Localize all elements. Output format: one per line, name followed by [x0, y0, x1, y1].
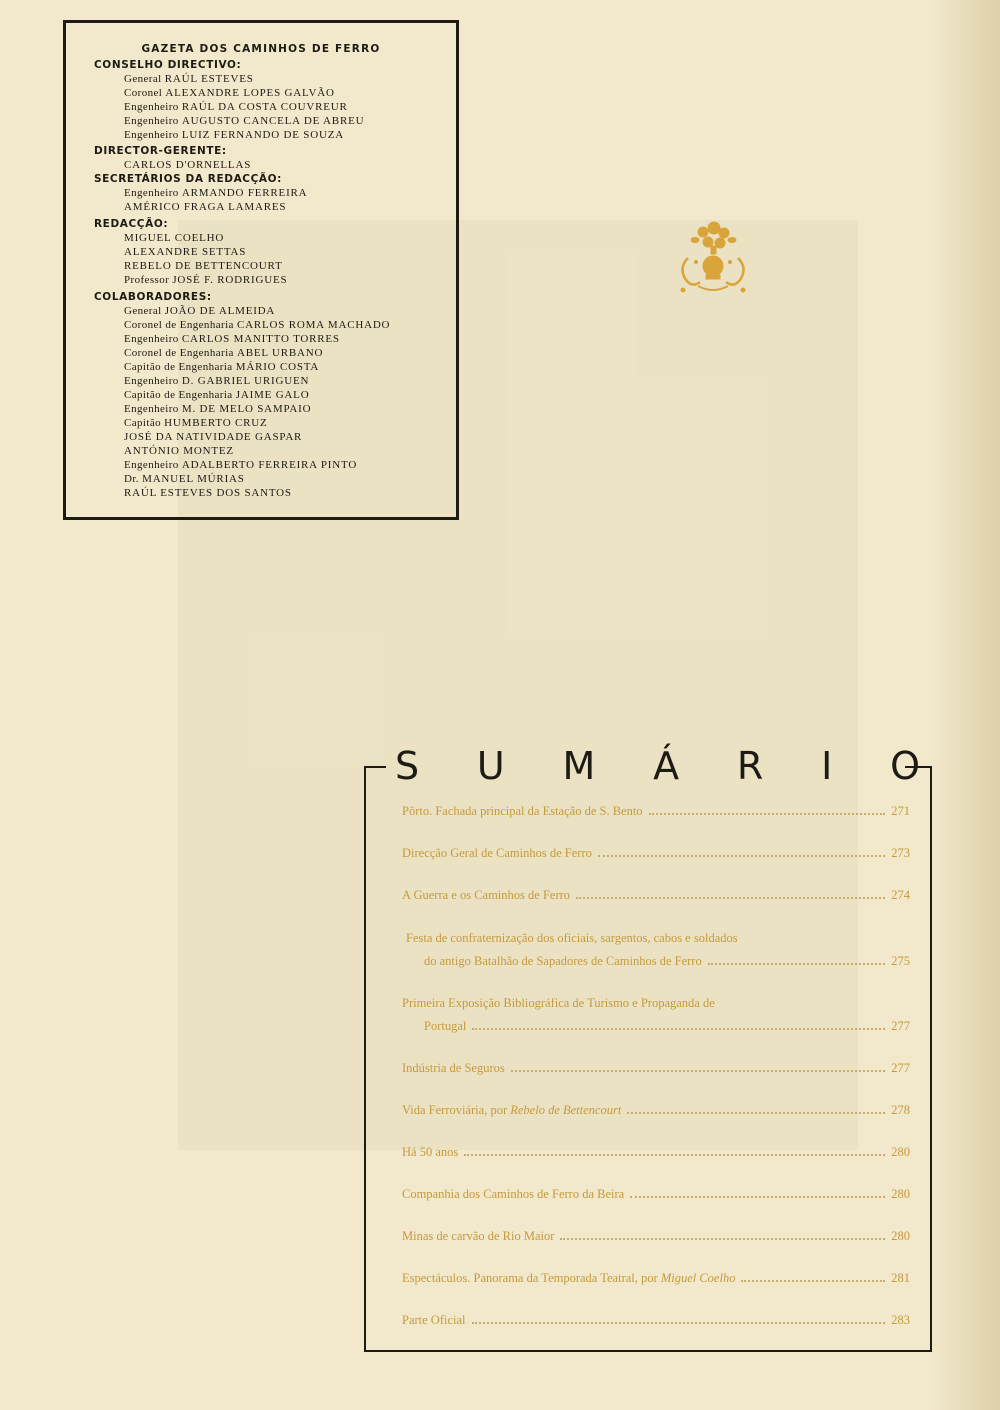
staff-line: [124, 129, 344, 141]
toc-entry-page: 277: [891, 1019, 910, 1033]
staff-name: JOÃO DE ALMEIDA: [164, 305, 276, 317]
toc-entry-page: 275: [891, 954, 910, 968]
section-heading-conselho: CONSELHO DIRECTIVO:: [94, 59, 242, 71]
staff-name: MIGUEL COELHO: [124, 232, 225, 244]
staff-name: ALEXANDRE SETTAS: [124, 246, 247, 258]
toc-entry-page: 274: [891, 888, 910, 902]
toc-entry-page: 278: [891, 1103, 910, 1117]
toc-entry-title: Pôrto. Fachada principal da Estação de S. Bento: [402, 804, 643, 818]
toc-entry-author: Miguel Coelho: [660, 1271, 736, 1285]
staff-role: Professor: [124, 274, 170, 286]
staff-name: ANTÓNIO MONTEZ: [124, 445, 234, 457]
staff-line: [124, 487, 292, 499]
toc-entry-page: 271: [891, 804, 910, 818]
masthead-title: GAZETA DOS CAMINHOS DE FERRO: [141, 43, 381, 55]
staff-name: RAÚL DA COSTA COUVREUR: [181, 101, 348, 113]
staff-name: RAÚL ESTEVES DOS SANTOS: [124, 487, 292, 499]
staff-name: AMÉRICO FRAGA LAMARES: [124, 201, 287, 213]
staff-name: CARLOS D'ORNELLAS: [124, 159, 252, 171]
staff-line: [124, 246, 246, 258]
staff-line: [124, 319, 390, 331]
section-heading-redaccao: REDACÇÃO:: [94, 218, 169, 230]
toc-entry: [402, 1103, 910, 1118]
staff-name: JAIME GALO: [235, 389, 310, 401]
staff-line: [124, 431, 302, 443]
toc-entry-title: Primeira Exposição Bibliográfica de Turismo e Propaganda de: [402, 996, 715, 1010]
staff-name: ABEL URBANO: [236, 347, 324, 359]
staff-line: [124, 87, 335, 99]
summary-title-letter: M: [562, 744, 596, 788]
staff-line: [124, 232, 224, 244]
staff-line: [124, 375, 309, 387]
summary-title: [395, 744, 920, 788]
staff-line: [124, 333, 340, 345]
staff-role: Coronel de Engenharia: [124, 319, 234, 331]
staff-name: ALEXANDRE LOPES GALVÃO: [165, 87, 335, 99]
staff-line: [124, 403, 311, 415]
toc-entry-page: 273: [891, 846, 910, 860]
summary-title-letter: Á: [653, 744, 680, 788]
staff-name: ARMANDO FERREIRA: [181, 187, 308, 199]
staff-line: [124, 473, 245, 485]
summary-title-letter: O: [890, 744, 920, 788]
toc-entry-title: Minas de carvão de Rio Maior: [402, 1229, 555, 1243]
summary-title-letter: U: [476, 744, 505, 788]
toc-entry-author: Rebelo de Bettencourt: [510, 1103, 622, 1117]
staff-line: [124, 361, 319, 373]
staff-name: D. GABRIEL URIGUEN: [181, 375, 310, 387]
staff-line: [124, 260, 283, 272]
staff-role: Engenheiro: [124, 459, 179, 471]
toc-entry: [402, 996, 910, 1034]
toc-entry: [402, 1229, 910, 1244]
staff-line: [124, 347, 323, 359]
toc-entry: [402, 1313, 910, 1328]
staff-name: HUMBERTO CRUZ: [164, 417, 268, 429]
staff-line: [124, 445, 234, 457]
toc-entry: [402, 1061, 910, 1076]
staff-name: AUGUSTO CANCELA DE ABREU: [181, 115, 365, 127]
toc-entry: [402, 846, 910, 861]
staff-role: Coronel: [124, 87, 163, 99]
toc-entry: [402, 804, 910, 819]
summary-title-letter: S: [395, 744, 420, 788]
toc-entry: [402, 1271, 910, 1286]
staff-role: Dr.: [124, 473, 139, 485]
staff-name: CARLOS ROMA MACHADO: [236, 319, 391, 331]
toc-entry-title: Festa de confraternização dos oficiais, sargentos, cabos e soldados: [406, 931, 738, 945]
summary-title-letter: I: [821, 744, 833, 788]
staff-role: Engenheiro: [124, 101, 179, 113]
toc-entry-title: A Guerra e os Caminhos de Ferro: [402, 888, 571, 902]
staff-role: Capitão de Engenharia: [124, 361, 233, 373]
staff-role: Coronel de Engenharia: [124, 347, 234, 359]
toc-entry-title: Companhia dos Caminhos de Ferro da Beira: [402, 1187, 625, 1201]
staff-name: MÁRIO COSTA: [235, 361, 320, 373]
staff-role: General: [124, 305, 162, 317]
section-heading-director: DIRECTOR-GERENTE:: [94, 145, 227, 157]
staff-line: [124, 187, 307, 199]
staff-line: [124, 274, 287, 286]
floral-vase-emblem-icon: [668, 218, 758, 303]
staff-role: Engenheiro: [124, 333, 179, 345]
toc-entry-page: 283: [891, 1313, 910, 1327]
staff-role: Engenheiro: [124, 403, 179, 415]
masthead-box: [63, 20, 459, 520]
toc-entry-title-continued: do antigo Batalhão de Sapadores de Caminhos de Ferro: [424, 954, 702, 968]
staff-line: [124, 201, 286, 213]
toc-entry-title: Parte Oficial: [402, 1313, 466, 1327]
staff-role: Engenheiro: [124, 187, 179, 199]
toc-entry-title: Há 50 anos: [402, 1145, 459, 1159]
section-heading-colaboradores: COLABORADORES:: [94, 291, 212, 303]
toc-entry: [402, 1187, 910, 1202]
staff-role: Capitão de Engenharia: [124, 389, 233, 401]
staff-line: [124, 115, 364, 127]
staff-name: M. DE MELO SAMPAIO: [181, 403, 312, 415]
section-heading-secretarios: SECRETÁRIOS DA REDACÇÃO:: [94, 173, 282, 185]
toc-entry-title: Vida Ferroviária, por: [402, 1103, 511, 1117]
staff-role: Engenheiro: [124, 129, 179, 141]
toc-entry-page: 281: [891, 1271, 910, 1285]
staff-line: [124, 459, 357, 471]
staff-name: RAÚL ESTEVES: [164, 73, 254, 85]
staff-name: CARLOS MANITTO TORRES: [181, 333, 340, 345]
toc-entry-page: 280: [891, 1145, 910, 1159]
staff-name: ADALBERTO FERREIRA PINTO: [181, 459, 358, 471]
staff-line: [124, 389, 309, 401]
staff-role: Engenheiro: [124, 375, 179, 387]
staff-line: [124, 305, 275, 317]
toc-entry: [402, 1145, 910, 1160]
toc-entry: [402, 888, 910, 903]
paper-edge-toning: [930, 0, 1000, 1410]
toc-entry-page: 277: [891, 1061, 910, 1075]
staff-name: JOSÉ DA NATIVIDADE GASPAR: [124, 431, 303, 443]
toc-entry-title: Espectáculos. Panorama da Temporada Teatral, por: [402, 1271, 661, 1285]
toc-entry-title: Direcção Geral de Caminhos de Ferro: [402, 846, 592, 860]
staff-name: REBELO DE BETTENCOURT: [124, 260, 283, 272]
staff-name: LUIZ FERNANDO DE SOUZA: [181, 129, 344, 141]
staff-name: MANUEL MÚRIAS: [142, 473, 245, 485]
staff-line: [124, 101, 348, 113]
staff-line: [124, 73, 254, 85]
toc-entry-page: 280: [891, 1229, 910, 1243]
toc-entry: [402, 931, 910, 969]
staff-name: JOSÉ F. RODRIGUES: [172, 274, 288, 286]
staff-role: Engenheiro: [124, 115, 179, 127]
summary-title-letter: R: [736, 744, 764, 788]
toc-entry-title-continued: Portugal: [424, 1019, 467, 1033]
staff-role: General: [124, 73, 162, 85]
staff-role: Capitão: [124, 417, 162, 429]
toc-entry-title: Indústria de Seguros: [402, 1061, 505, 1075]
staff-line: [124, 159, 251, 171]
staff-line: [124, 417, 268, 429]
toc-entry-page: 280: [891, 1187, 910, 1201]
